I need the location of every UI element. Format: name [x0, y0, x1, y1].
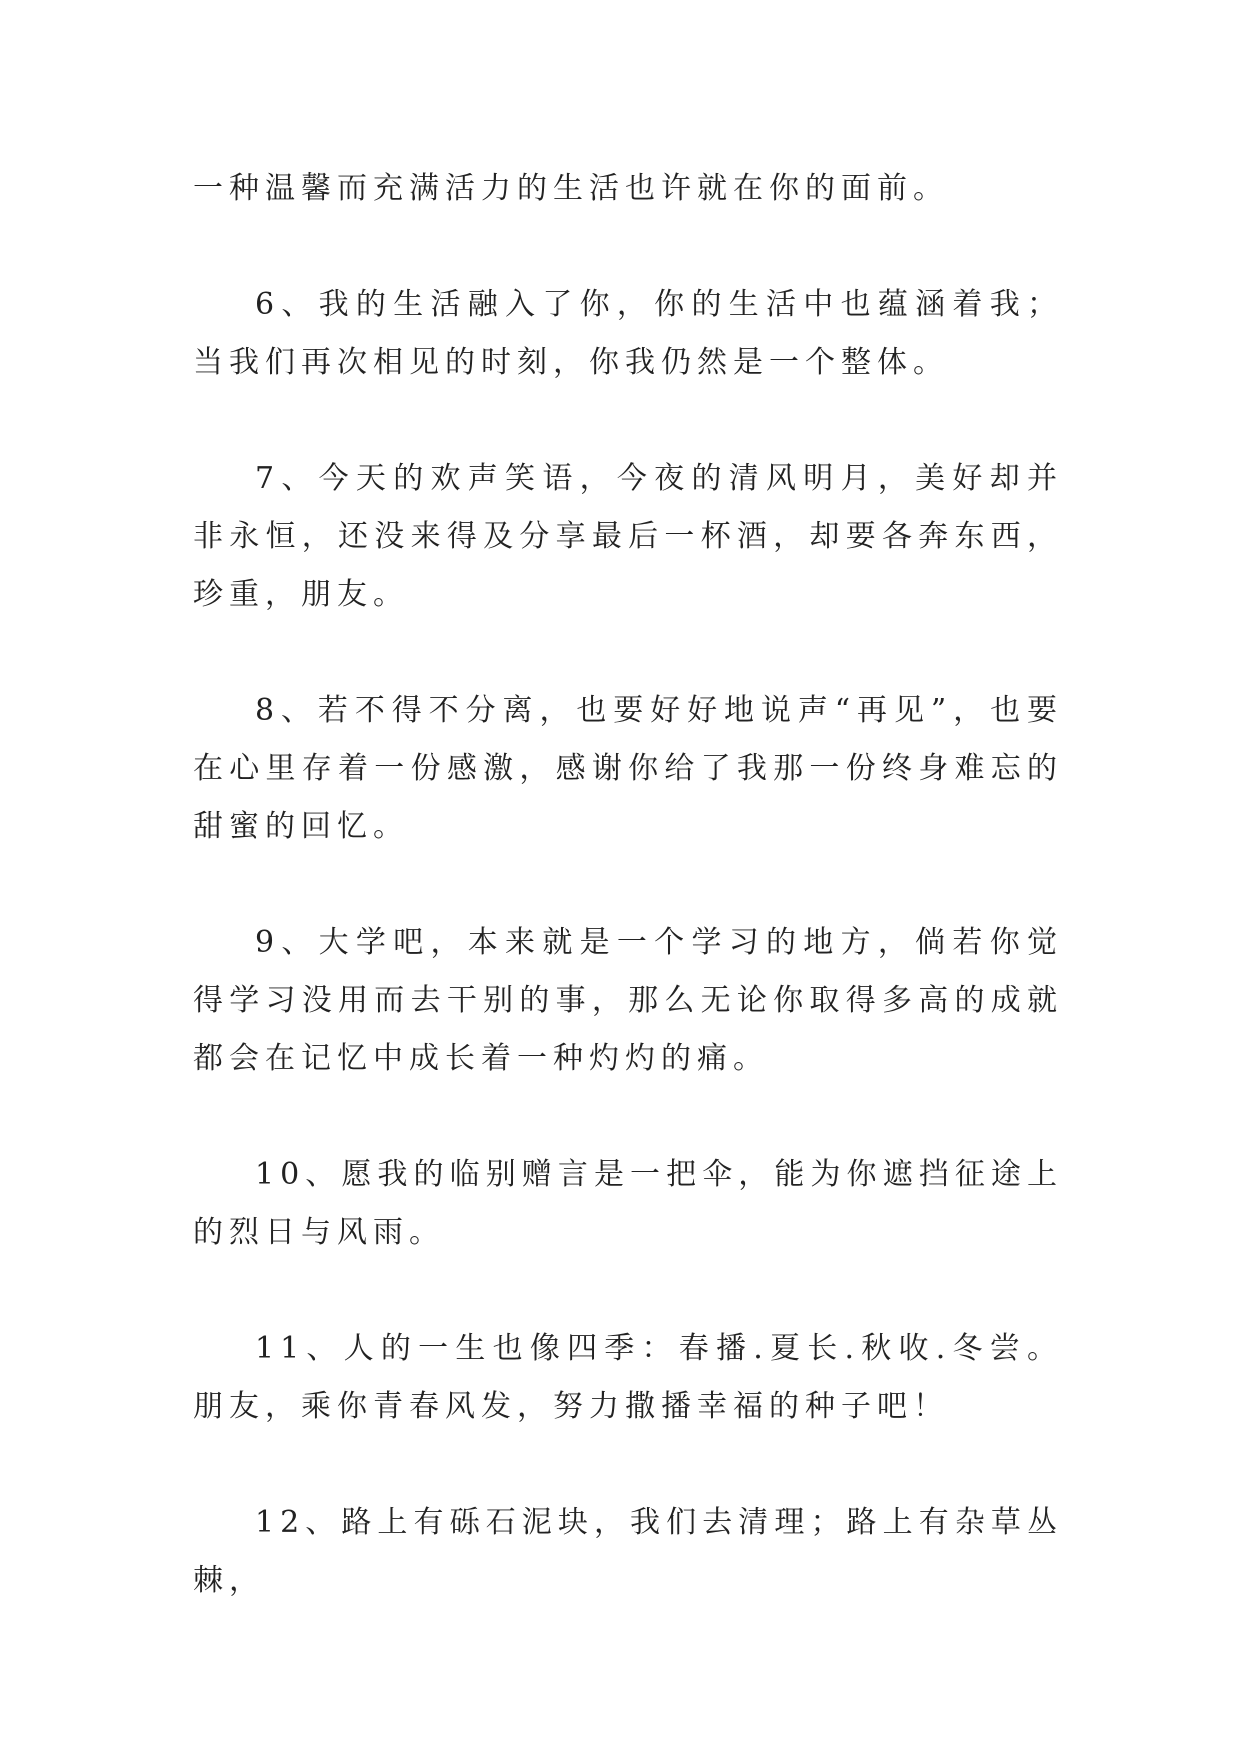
paragraph-9: 9、大学吧，本来就是一个学习的地方，倘若你觉得学习没用而去干别的事，那么无论你取得多高的成就都会在记忆中成长着一种灼灼的痛。 [193, 925, 1063, 1076]
paragraph-continuation: 一种温馨而充满活力的生活也许就在你的面前。 [193, 171, 949, 206]
paragraph-10: 10、愿我的临别赠言是一把伞，能为你遮挡征途上的烈日与风雨。 [193, 1157, 1063, 1250]
paragraph-11: 11、人的一生也像四季：春播.夏长.秋收.冬尝。朋友，乘你青春风发，努力撒播幸福的种子吧！ [193, 1331, 1063, 1424]
document-body [193, 160, 1063, 1668]
paragraph-12: 12、路上有砾石泥块，我们去清理；路上有杂草丛棘， [193, 1505, 1063, 1598]
paragraph-7: 7、今天的欢声笑语，今夜的清风明月，美好却并非永恒，还没来得及分享最后一杯酒，却要各奔东西，珍重，朋友。 [193, 461, 1063, 612]
paragraph-6: 6、我的生活融入了你，你的生活中也蕴涵着我；当我们再次相见的时刻，你我仍然是一个整体。 [193, 287, 1063, 380]
paragraph-8: 8、若不得不分离，也要好好地说声“再见”，也要在心里存着一份感激，感谢你给了我那一份终身难忘的甜蜜的回忆。 [193, 693, 1063, 844]
